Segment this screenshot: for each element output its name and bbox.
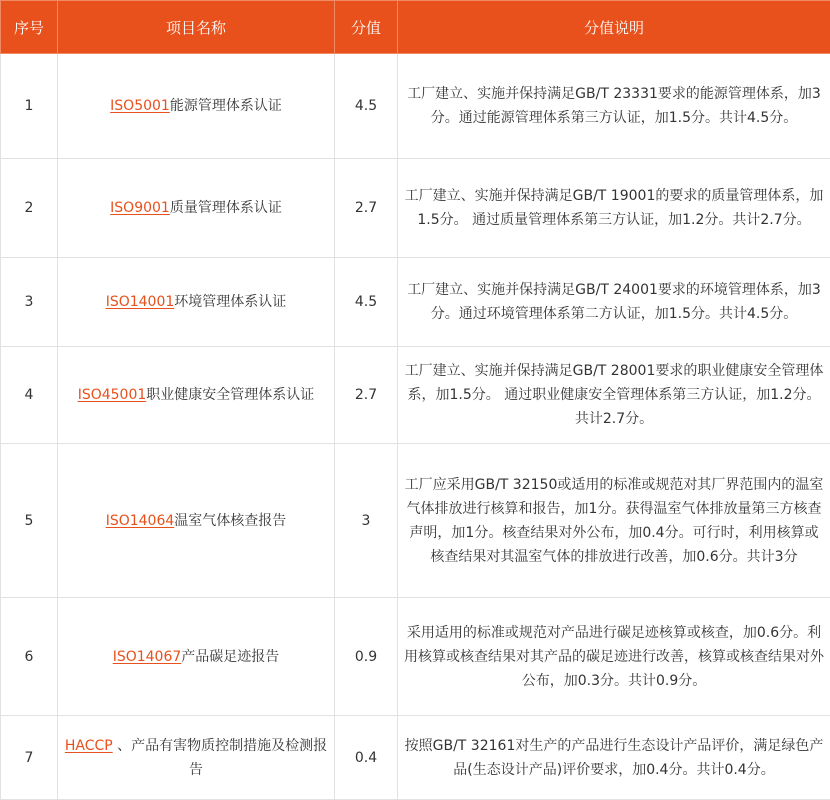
row-name bbox=[58, 258, 335, 347]
standard-link[interactable]: ISO14064 bbox=[106, 513, 175, 529]
row-name bbox=[58, 598, 335, 716]
table-header bbox=[1, 1, 830, 54]
row-score: 4.5 bbox=[335, 54, 398, 159]
standard-link[interactable]: ISO14001 bbox=[106, 294, 175, 310]
row-name-text: 、产品有害物质控制措施及检测报告 bbox=[113, 738, 327, 778]
row-index: 7 bbox=[1, 716, 58, 800]
standard-link[interactable]: HACCP bbox=[65, 738, 113, 754]
standard-link[interactable]: ISO45001 bbox=[78, 387, 147, 403]
row-score: 2.7 bbox=[335, 347, 398, 444]
row-name-text: 能源管理体系认证 bbox=[170, 98, 282, 114]
row-name-text: 职业健康安全管理体系认证 bbox=[146, 387, 314, 403]
row-score: 0.9 bbox=[335, 598, 398, 716]
row-desc: 工厂建立、实施并保持满足GB/T 23331要求的能源管理体系，加3分。通过能源管理体系第三方认证，加1.5分。共计4.5分。 bbox=[398, 54, 830, 159]
row-desc: 工厂建立、实施并保持满足GB/T 28001要求的职业健康安全管理体系，加1.5分。 通过职业健康安全管理体系第三方认证，加1.2分。共计2.7分。 bbox=[398, 347, 830, 444]
standard-link[interactable]: ISO14067 bbox=[113, 649, 182, 665]
row-index: 1 bbox=[1, 54, 58, 159]
row-index: 5 bbox=[1, 444, 58, 598]
row-name bbox=[58, 444, 335, 598]
row-index: 2 bbox=[1, 159, 58, 258]
table-row bbox=[1, 444, 830, 598]
row-score: 4.5 bbox=[335, 258, 398, 347]
header-desc: 分值说明 bbox=[398, 1, 830, 54]
row-index: 4 bbox=[1, 347, 58, 444]
table-row bbox=[1, 159, 830, 258]
row-index: 3 bbox=[1, 258, 58, 347]
table-row bbox=[1, 716, 830, 800]
table-row bbox=[1, 258, 830, 347]
table-row bbox=[1, 347, 830, 444]
row-desc: 工厂建立、实施并保持满足GB/T 19001的要求的质量管理体系，加1.5分。 通过质量管理体系第三方认证，加1.2分。共计2.7分。 bbox=[398, 159, 830, 258]
row-index: 6 bbox=[1, 598, 58, 716]
row-desc: 采用适用的标准或规范对产品进行碳足迹核算或核查，加0.6分。利用核算或核查结果对其产品的碳足迹进行改善，核算或核查结果对外公布，加0.3分。共计0.9分。 bbox=[398, 598, 830, 716]
table-row bbox=[1, 598, 830, 716]
row-name bbox=[58, 347, 335, 444]
row-score: 0.4 bbox=[335, 716, 398, 800]
row-name-text: 产品碳足迹报告 bbox=[181, 649, 279, 665]
row-name bbox=[58, 716, 335, 800]
row-desc: 按照GB/T 32161对生产的产品进行生态设计产品评价，满足绿色产品(生态设计产品)评价要求，加0.4分。共计0.4分。 bbox=[398, 716, 830, 800]
row-name bbox=[58, 54, 335, 159]
row-name bbox=[58, 159, 335, 258]
standard-link[interactable]: ISO9001 bbox=[110, 200, 170, 216]
row-name-text: 温室气体核查报告 bbox=[174, 513, 286, 529]
row-score: 2.7 bbox=[335, 159, 398, 258]
header-score: 分值 bbox=[335, 1, 398, 54]
row-name-text: 质量管理体系认证 bbox=[170, 200, 282, 216]
row-name-text: 环境管理体系认证 bbox=[174, 294, 286, 310]
row-desc: 工厂应采用GB/T 32150或适用的标准或规范对其厂界范围内的温室气体排放进行核算和报告，加1分。获得温室气体排放量第三方核查声明，加1分。核查结果对外公布，加0.4分。可行时，利用核算或核查结果对其温室气体的排放进行改善，加0.6分。共计3分 bbox=[398, 444, 830, 598]
row-desc: 工厂建立、实施并保持满足GB/T 24001要求的环境管理体系，加3分。通过环境管理体系第二方认证，加1.5分。共计4.5分。 bbox=[398, 258, 830, 347]
header-index: 序号 bbox=[1, 1, 58, 54]
standard-link[interactable]: ISO5001 bbox=[110, 98, 170, 114]
header-name: 项目名称 bbox=[58, 1, 335, 54]
table-row bbox=[1, 54, 830, 159]
row-score: 3 bbox=[335, 444, 398, 598]
